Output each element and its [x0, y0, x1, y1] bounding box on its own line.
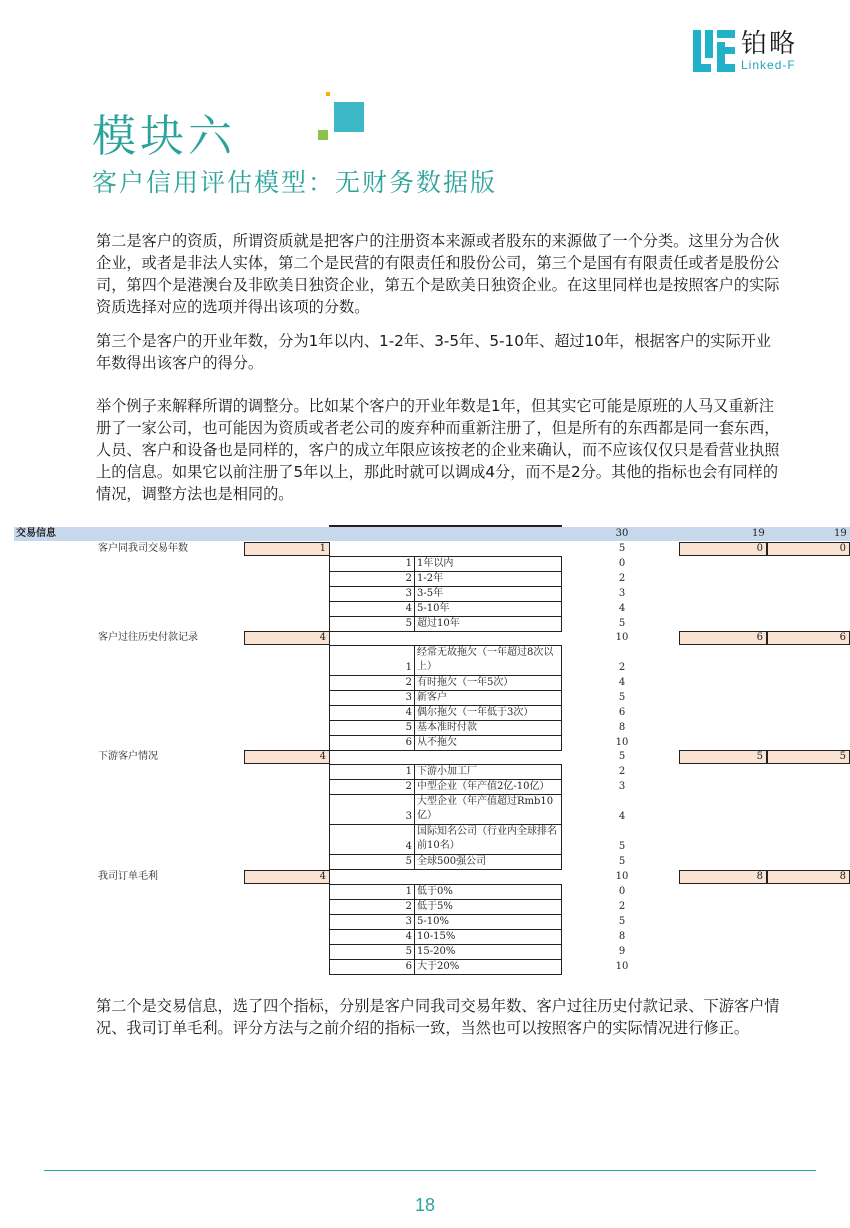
option-score: 3 — [618, 588, 626, 599]
option-row[interactable] — [330, 765, 561, 780]
option-label: 低于5% — [414, 900, 559, 914]
option-label: 10-15% — [414, 930, 559, 944]
option-number: 3 — [405, 811, 412, 822]
option-score: 5 — [618, 841, 626, 852]
option-score: 5 — [618, 692, 626, 703]
option-number: 2 — [405, 677, 412, 688]
option-label: 国际知名公司（行业内全球排名前10名） — [414, 825, 559, 854]
option-score: 4 — [618, 811, 626, 822]
option-number: 5 — [405, 618, 412, 629]
option-row[interactable] — [330, 855, 561, 869]
section-max: 30 — [615, 528, 629, 539]
option-score: 0 — [618, 886, 626, 897]
option-label: 大于20% — [414, 960, 559, 974]
section-header-band — [14, 527, 850, 541]
option-label: 低于0% — [414, 885, 559, 899]
option-row[interactable] — [330, 557, 561, 572]
option-score: 5 — [618, 618, 626, 629]
option-row[interactable] — [330, 617, 561, 631]
option-row[interactable] — [330, 960, 561, 974]
brand-name-en: Linked-F — [741, 58, 796, 72]
option-row[interactable] — [330, 945, 561, 960]
option-score: 5 — [618, 856, 626, 867]
brand-name-cn: 铂略 — [741, 29, 798, 59]
footer-divider — [44, 1170, 816, 1171]
option-label: 超过10年 — [414, 617, 559, 631]
indicator-score-b[interactable]: 0 — [767, 542, 850, 556]
indicator-max-score: 5 — [618, 751, 626, 762]
option-label: 15-20% — [414, 945, 559, 959]
paragraph-years: 第三个是客户的开业年数，分为1年以内、1-2年、3-5年、5-10年、超过10年，根据客户的实际开业年数得出该客户的得分。 — [96, 332, 772, 372]
option-label: 下游小加工厂 — [414, 765, 559, 779]
brand-logo — [693, 30, 797, 72]
option-label: 大型企业（年产值超过Rmb10亿） — [414, 795, 559, 824]
option-label: 经常无故拖欠（一年超过8次以上） — [414, 646, 559, 675]
logo-mark-icon — [693, 30, 735, 72]
option-row[interactable] — [330, 676, 561, 691]
indicator-label: 客户同我司交易年数 — [98, 543, 188, 554]
option-number: 3 — [405, 916, 412, 927]
option-row[interactable] — [330, 795, 561, 825]
option-score: 6 — [618, 707, 626, 718]
option-row[interactable] — [330, 691, 561, 706]
indicator-score-a[interactable]: 5 — [679, 750, 767, 764]
indicator-label: 我司订单毛利 — [98, 871, 158, 882]
decorative-squares — [318, 92, 364, 142]
option-score: 2 — [618, 573, 626, 584]
option-label: 1-2年 — [414, 572, 559, 586]
option-number: 4 — [405, 841, 412, 852]
paragraph-qualification: 第二是客户的资质，所谓资质就是把客户的注册资本来源或者股东的来源做了一个分类。这里分为合伙企业，或者是非法人实体，第二个是民营的有限责任和股份公司，第三个是国有有限责任或者是股份公司，第四个是港澳台及非欧美日独资企业，第五个是欧美日独资企业。在这里同样也是按照客户的实际资质选择对应的选项并得出该项的分数。 — [96, 232, 780, 316]
section-score-b: 19 — [834, 528, 847, 539]
option-label: 3-5年 — [414, 587, 559, 601]
option-row[interactable] — [330, 825, 561, 855]
option-score: 10 — [615, 737, 629, 748]
option-score: 3 — [618, 781, 626, 792]
indicator-score-a[interactable]: 0 — [679, 542, 767, 556]
option-table — [329, 884, 562, 975]
indicator-score-b[interactable]: 6 — [767, 631, 850, 645]
option-number: 2 — [405, 781, 412, 792]
option-table — [329, 645, 562, 751]
option-number: 1 — [405, 558, 412, 569]
option-score: 2 — [618, 662, 626, 673]
option-label: 偶尔拖欠（一年低于3次） — [414, 706, 559, 720]
section-label: 交易信息 — [16, 528, 56, 539]
option-number: 1 — [405, 662, 412, 673]
option-row[interactable] — [330, 780, 561, 795]
option-row[interactable] — [330, 885, 561, 900]
option-row[interactable] — [330, 646, 561, 676]
indicator-max-score: 10 — [615, 871, 629, 882]
option-label: 从不拖欠 — [414, 736, 559, 750]
indicator-score-a[interactable]: 6 — [679, 631, 767, 645]
option-number: 6 — [405, 961, 412, 972]
option-row[interactable] — [330, 900, 561, 915]
indicator-score-b[interactable]: 5 — [767, 750, 850, 764]
option-row[interactable] — [330, 736, 561, 750]
option-number: 5 — [405, 856, 412, 867]
option-row[interactable] — [330, 930, 561, 945]
indicator-input-cell[interactable]: 4 — [244, 631, 330, 645]
indicator-input-cell[interactable]: 1 — [244, 542, 330, 556]
option-row[interactable] — [330, 572, 561, 587]
option-row[interactable] — [330, 602, 561, 617]
option-number: 2 — [405, 573, 412, 584]
indicator-max-score: 10 — [615, 632, 629, 643]
indicator-label: 下游客户情况 — [98, 751, 158, 762]
option-score: 8 — [618, 931, 626, 942]
option-score: 4 — [618, 603, 626, 614]
option-score: 8 — [618, 722, 626, 733]
page-number: 18 — [414, 1195, 436, 1215]
indicator-input-cell[interactable]: 4 — [244, 870, 330, 884]
option-number: 3 — [405, 588, 412, 599]
option-number: 4 — [405, 931, 412, 942]
option-row[interactable] — [330, 706, 561, 721]
option-number: 2 — [405, 901, 412, 912]
option-number: 3 — [405, 692, 412, 703]
page-subtitle: 客户信用评估模型：无财务数据版 — [92, 168, 498, 197]
option-row[interactable] — [330, 915, 561, 930]
option-number: 5 — [405, 946, 412, 957]
option-row[interactable] — [330, 721, 561, 736]
option-label: 5-10年 — [414, 602, 559, 616]
indicator-score-b[interactable]: 8 — [767, 870, 850, 884]
option-label: 新客户 — [414, 691, 559, 705]
option-score: 10 — [615, 961, 629, 972]
section-score-a: 19 — [752, 528, 765, 539]
option-number: 5 — [405, 722, 412, 733]
option-score: 2 — [618, 766, 626, 777]
option-label: 有时拖欠（一年5次） — [414, 676, 559, 690]
option-number: 1 — [405, 766, 412, 777]
option-score: 0 — [618, 558, 626, 569]
option-score: 9 — [618, 946, 626, 957]
indicator-input-cell[interactable]: 4 — [244, 750, 330, 764]
option-number: 1 — [405, 886, 412, 897]
option-score: 5 — [618, 916, 626, 927]
option-label: 中型企业（年产值2亿-10亿） — [414, 780, 559, 794]
option-number: 4 — [405, 707, 412, 718]
option-label: 基本准时付款 — [414, 721, 559, 735]
option-label: 5-10% — [414, 915, 559, 929]
option-label: 全球500强公司 — [414, 855, 559, 869]
option-number: 4 — [405, 603, 412, 614]
scoring-sheet — [14, 525, 850, 975]
option-score: 4 — [618, 677, 626, 688]
option-label: 1年以内 — [414, 557, 559, 571]
paragraph-adjustment: 举个例子来解释所谓的调整分。比如某个客户的开业年数是1年，但其实它可能是原班的人马又重新注册了一家公司，也可能因为资质或者老公司的废弃种而重新注册了，但是所有的东西都是同一套东西，人员、客户和设备也是同样的，客户的成立年限应该按老的企业来确认，而不应该仅仅只是看营业执照上的信息。如果它以前注册了5年以上，那此时就可以调成4分，而不是2分。其他的指标也会有同样的情况，调整方法也是相同的。 — [96, 397, 780, 503]
option-number: 6 — [405, 737, 412, 748]
page-title: 模块六 — [92, 111, 236, 162]
indicator-score-a[interactable]: 8 — [679, 870, 767, 884]
paragraph-transaction: 第二个是交易信息，选了四个指标，分别是客户同我司交易年数、客户过往历史付款记录、下游客户情况、我司订单毛利。评分方法与之前介绍的指标一致，当然也可以按照客户的实际情况进行修正。 — [96, 997, 780, 1037]
option-score: 2 — [618, 901, 626, 912]
option-table — [329, 556, 562, 632]
option-row[interactable] — [330, 587, 561, 602]
option-table — [329, 764, 562, 870]
indicator-max-score: 5 — [618, 543, 626, 554]
indicator-label: 客户过往历史付款记录 — [98, 632, 198, 643]
